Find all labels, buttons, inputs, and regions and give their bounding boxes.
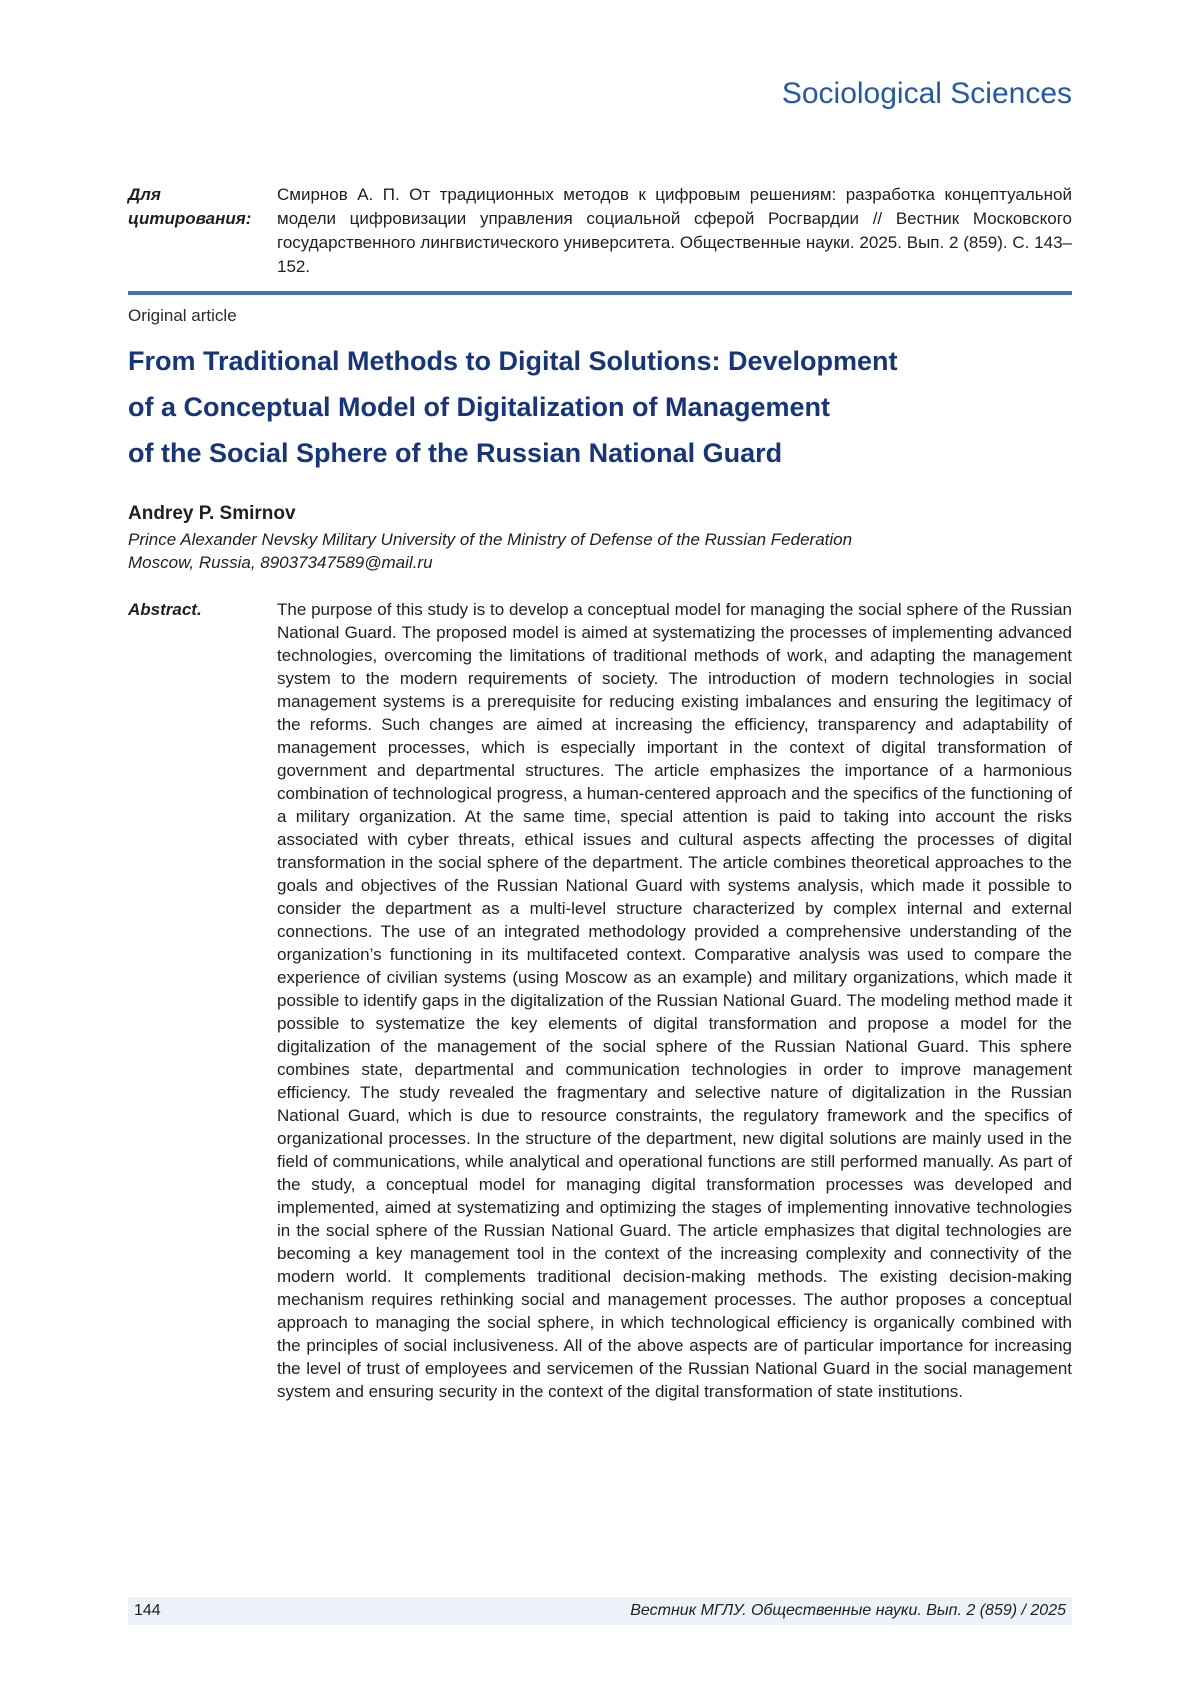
author-location-contact: Moscow, Russia, 89037347589@mail.ru [128,553,433,572]
footer-bar [128,1597,1072,1625]
page-content [128,0,1072,1403]
citation-block [128,183,1072,279]
author-name: Andrey P. Smirnov [128,503,296,524]
author-affiliation: Prince Alexander Nevsky Military University of the Ministry of Defense of the Russian Federation [128,530,853,549]
page-header [128,76,1072,117]
abstract-label: Abstract. [128,600,202,619]
article-title: From Traditional Methods to Digital Solutions: Development of a Conceptual Model of Digitalization of Management of the Social Sphere of the Russian National Guard [128,346,898,468]
abstract-text: The purpose of this study is to develop a conceptual model for managing the social sphere of the Russian National Guard. The proposed model is aimed at systematizing the processes of implementing advanced technologies, overcoming the limitations of traditional methods of work, and adapting the management system to the modern requirements of society. The introduction of modern technologies in social management systems is a prerequisite for reducing existing imbalances and ensuring the legitimacy of the reforms. Such changes are aimed at increasing the efficiency, transparency and adaptability of management processes, which is especially important in the context of digital transformation of government and departmental structures. The article emphasizes the importance of a harmonious combination of technological progress, a human-centered approach and the specifics of the functioning of a military organization. At the same time, special attention is paid to taking into account the risks associated with cyber threats, ethical issues and cultural aspects affecting the processes of digital transformation in the social sphere of the department. The article combines theoretical approaches to the goals and objectives of the Russian National Guard with systems analysis, which made it possible to consider the department as a multi-level structure characterized by complex internal and external connections. The use of an integrated methodology provided a comprehensive understanding of the organization’s functioning in its multifaceted context. Comparative analysis was used to compare the experience of civilian systems (using Moscow as an example) and military organizations, which made it possible to identify gaps in the digitalization of the Russian National Guard. The modeling method made it possible to systematize the key elements of digital transformation and propose a model for the digitalization of the management of the social sphere of the Russian National Guard. This sphere combines state, departmental and communication technologies in order to improve management efficiency. The study revealed the fragmentary and selective nature of digitalization in the Russian National Guard, which is due to resource constraints, the regulatory framework and the specifics of organizational processes. In the structure of the department, new digital solutions are mainly used in the field of communications, while analytical and operational functions are still performed manually. As part of the study, a conceptual model for managing digital transformation processes was developed and implemented, aimed at systematizing and optimizing the stages of implementing innovative technologies in the social sphere of the Russian National Guard. The article emphasizes that digital technologies are becoming a key management tool in the context of the increasing complexity and connectivity of the modern world. It complements traditional decision-making methods. The existing decision-making mechanism requires rethinking social and management processes. The author proposes a conceptual approach to managing the social sphere, in which technological efficiency is organically combined with the principles of social inclusiveness. All of the above aspects are of particular importance for increasing the level of trust of employees and servicemen of the Russian National Guard in the social management system and ensuring security in the context of the digital transformation of state institutions. [277,600,1072,1401]
page-number: 144 [134,1602,161,1619]
citation-text: Смирнов А. П. От традиционных методов к цифровым решениям: разработка концептуальной модели цифровизации управления социальной сферой Росгвардии // Вестник Московского государственного лингвистического университета. Общественные науки. 2025. Вып. 2 (859). С. 143–152. [277,185,1072,276]
article-type-label: Original article [128,306,237,325]
abstract-block [128,598,1072,1403]
journal-info: Вестник МГЛУ. Общественные науки. Вып. 2 (859) / 2025 [630,1602,1066,1619]
divider-rule [128,291,1072,295]
citation-label: Для цитирования: [128,185,252,228]
section-title: Sociological Sciences [781,77,1072,110]
